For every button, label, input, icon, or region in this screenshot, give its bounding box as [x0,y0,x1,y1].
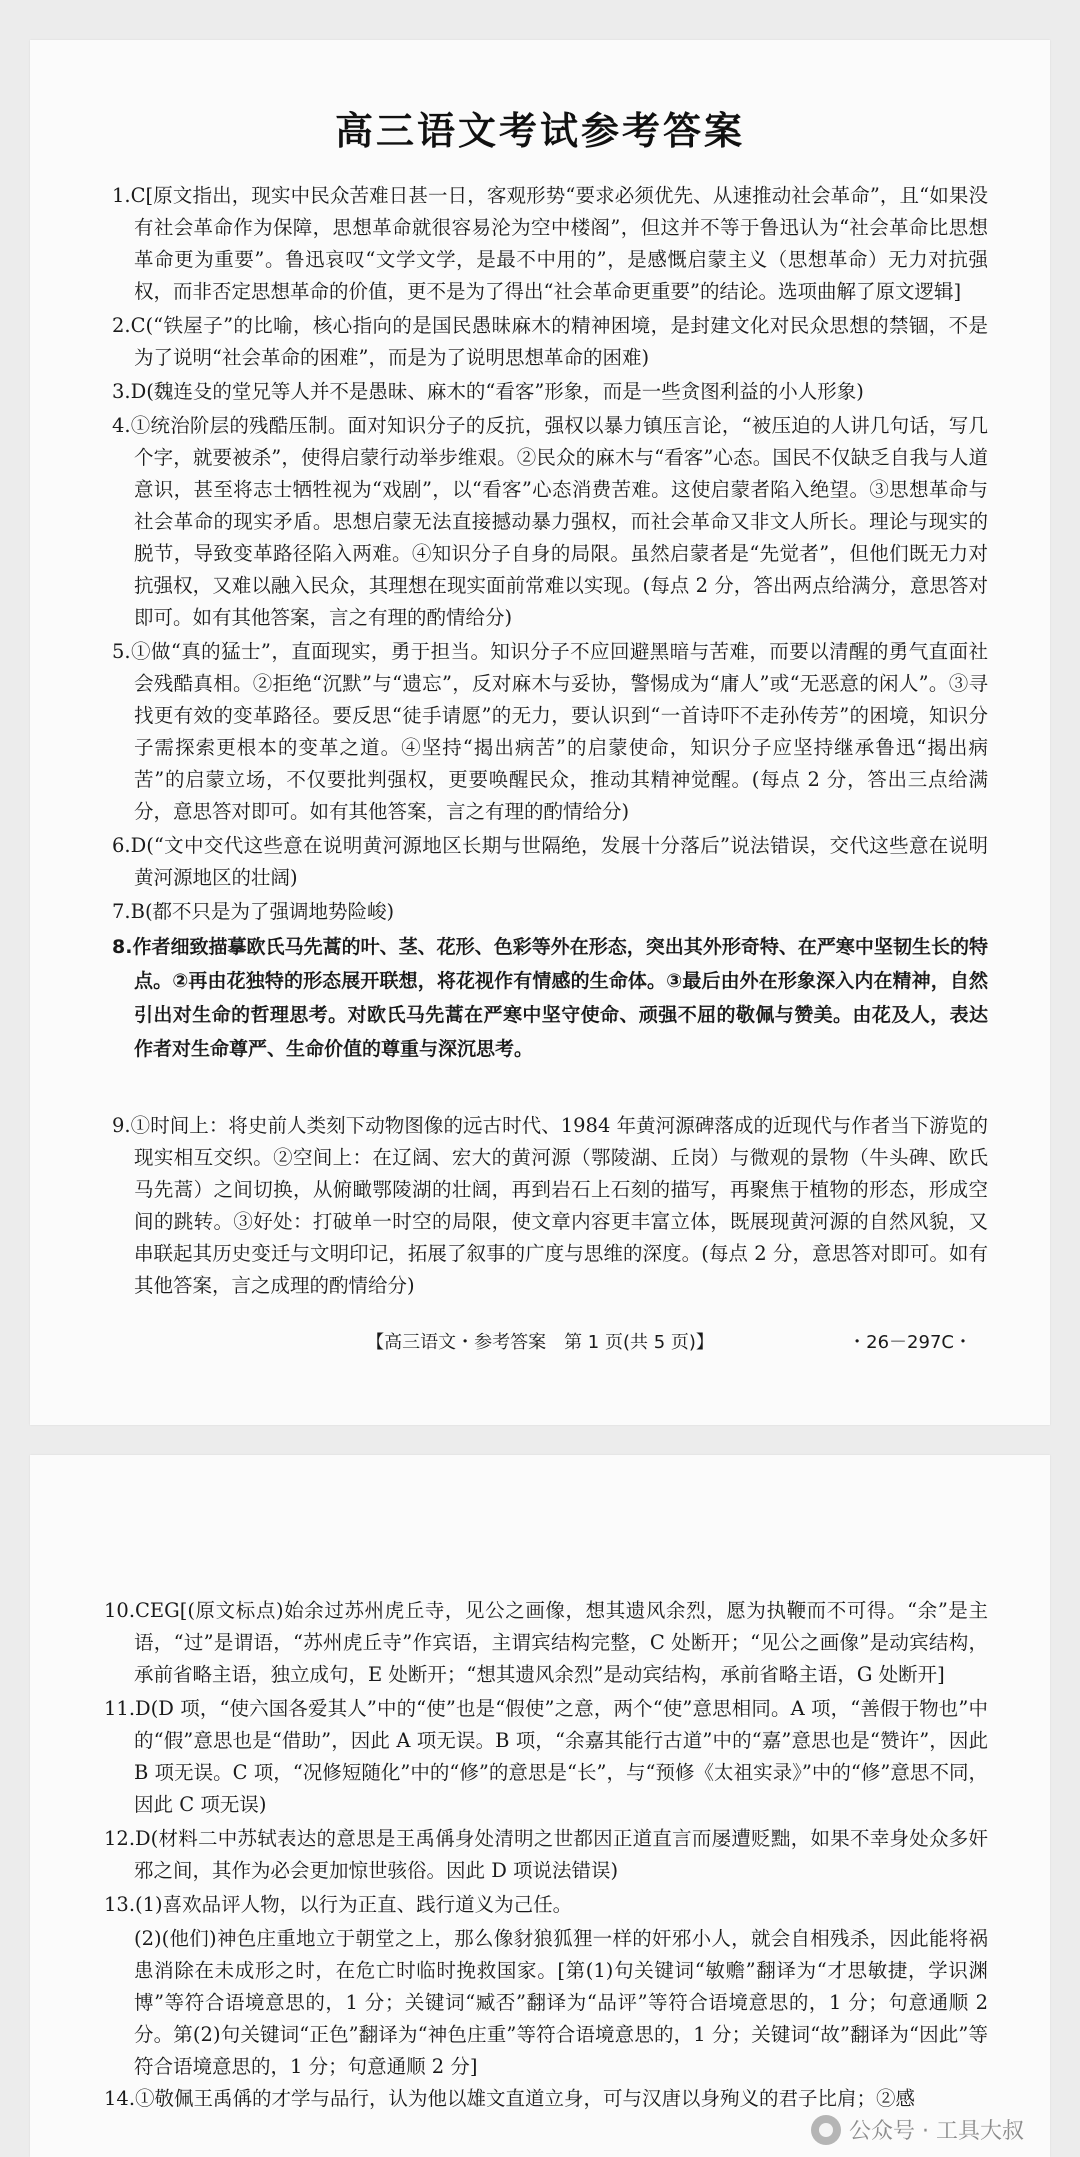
answer-subitem: (2)(他们)神色庄重地立于朝堂之上，那么像豺狼狐狸一样的奸邪小人，就会自相残杀，因此能将祸患消除在未成形之时，在危亡时临时挽救国家。[第(1)句关键词“敏赡”翻译为“才思敏捷，学识渊博”等符合语境意思的，1 分；关键词“臧否”翻译为“品评”等符合语境意思的，1 分；句意通顺 2 分。第(2)句关键词“正色”翻译为“神色庄重”等符合语境意思的，1 分；关键词“故”翻译为“因此”等符合语境意思的，1 分；句意通顺 2 分] [134,1927,988,2078]
answer-text: ①做“真的猛士”，直面现实，勇于担当。知识分子不应回避黑暗与苦难，而要以清醒的勇气直面社会残酷真相。②拒绝“沉默”与“遗忘”，反对麻木与妥协，警惕成为“庸人”或“无恶意的闲人”。③寻找更有效的变革路径。要反思“徒手请愿”的无力，要认识到“一首诗吓不走孙传芳”的困境，知识分子需探索更根本的变革之道。④坚持“揭出病苦”的启蒙使命，知识分子应坚持继承鲁迅“揭出病苦”的启蒙立场，不仅要批判强权，更要唤醒民众，推动其精神觉醒。(每点 2 分，答出三点给满分，意思答对即可。如有其他答案，言之有理的酌情给分) [130,640,988,823]
answer-text: D(魏连殳的堂兄等人并不是愚昧、麻木的“看客”形象，而是一些贪图利益的小人形象) [130,380,864,403]
answer-page-2 [30,1455,1050,2157]
answer-item [112,1110,988,1302]
answer-text: C(“铁屋子”的比喻，核心指向的是国民愚昧麻木的精神困境，是封建文化对民众思想的禁锢，不是为了说明“社会革命的困难”，而是为了说明思想革命的困难) [130,314,988,369]
answer-item [112,636,988,828]
answer-text: D(材料二中苏轼表达的意思是王禹偁身处清明之世都因正道直言而屡遭贬黜，如果不幸身处众多奸邪之间，其作为必会更加惊世骇俗。因此 D 项说法错误) [134,1827,988,1882]
answer-text: CEG[(原文标点)始余过苏州虎丘寺，见公之画像，想其遗风余烈，愿为执鞭而不可得。“余”是主语，“过”是谓语，“苏州虎丘寺”作宾语，主谓宾结构完整，C 处断开；“见公之画像”是动宾结构，承前省略主语，独立成句，E 处断开；“想其遗风余烈”是动宾结构，承前省略主语，G 处断开] [134,1599,988,1686]
wechat-logo-icon [811,2115,841,2145]
answer-item [112,896,988,928]
answer-item [112,376,988,408]
answer-text: D(D 项，“使六国各爱其人”中的“使”也是“假使”之意，两个“使”意思相同。A 项，“善假于物也”中的“假”意思也是“借助”，因此 A 项无误。B 项，“余嘉其能行古道”中的“嘉”意思也是“赞许”，因此 B 项无误。C 项，“况修短随化”中的“修”的意思是“长”，与“预修《太祖实录》”中的“修”意思不同，因此 C 项无误) [134,1697,988,1816]
answer-item [112,930,988,1066]
answer-text: ①时间上：将史前人类刻下动物图像的远古时代、1984 年黄河源碑落成的近现代与作者当下游览的现实相互交织。②空间上：在辽阔、宏大的黄河源（鄂陵湖、丘岗）与微观的景物（牛头碑、欧氏马先蒿）之间切换，从俯瞰鄂陵湖的壮阔，再到岩石上石刻的描写，再聚焦于植物的形态，形成空间的跳转。③好处：打破单一时空的局限，使文章内容更丰富立体，既展现黄河源的自然风貌，又串联起其历史变迁与文明印记，拓展了叙事的广度与思维的深度。(每点 2 分，意思答对即可。如有其他答案，言之成理的酌情给分) [130,1114,988,1297]
answer-number: 5. [112,640,131,663]
answer-item [104,1693,988,1821]
answer-text: 作者细致描摹欧氏马先蒿的叶、茎、花形、色彩等外在形态，突出其外形奇特、在严寒中坚韧生长的特点。②再由花独特的形态展开联想，将花视作有情感的生命体。③最后由外在形象深入内在精神，自然引出对生命的哲理思考。对欧氏马先蒿在严寒中坚守使命、顽强不屈的敬佩与赞美。由花及人，表达作者对生命尊严、生命价值的尊重与深沉思考。 [132,936,988,1060]
answer-text: D(“文中交代这些意在说明黄河源地区长期与世隔绝，发展十分落后”说法错误，交代这些意在说明黄河源地区的壮阔) [130,834,988,889]
answer-number: 11. [104,1697,136,1720]
answer-text: ①敬佩王禹偁的才学与品行，认为他以雄文直道立身，可与汉唐以身殉义的君子比肩；②感 [135,2087,916,2110]
answer-page-1 [30,40,1050,1425]
answer-text: (1)喜欢品评人物，以行为正直、践行道义为己任。 [135,1893,573,1916]
answer-item [104,1595,988,1691]
answer-item [112,310,988,374]
answer-number: 13. [104,1893,136,1916]
answer-number: 14. [104,2087,136,2110]
footer-code: ・26－297C・ [848,1332,972,1353]
answer-text: C[原文指出，现实中民众苦难日甚一日，客观形势“要求必须优先、从速推动社会革命”，且“如果没有社会革命作为保障，思想革命就很容易沦为空中楼阁”，但这并不等于鲁迅认为“社会革命比思想革命更为重要”。鲁迅哀叹“文学文学，是最不中用的”，是感慨启蒙主义（思想革命）无力对抗强权，而非否定思想革命的价值，更不是为了得出“社会革命更重要”的结论。选项曲解了原文逻辑] [130,184,988,303]
answer-list [112,180,988,1304]
watermark [811,2114,1024,2145]
answer-number: 6. [112,834,131,857]
answer-number: 1. [112,184,131,207]
answer-number: 10. [104,1599,136,1622]
answer-item [104,2083,988,2115]
answer-text: B(都不只是为了强调地势险峻) [130,900,395,923]
answer-item [112,410,988,634]
answer-number: 3. [112,380,131,403]
answer-number: 7. [112,900,131,923]
answer-number: 12. [104,1827,136,1850]
page-title: 高三语文考试参考答案 [334,109,745,153]
answer-number: 2. [112,314,131,337]
footer-label: 【高三语文・参考答案 第 1 页(共 5 页)】 [366,1332,714,1353]
answer-item [112,180,988,308]
watermark-text: 公众号 · 工具大叔 [849,2119,1024,2144]
answer-item [104,1889,988,1921]
answer-item [104,1823,988,1887]
answer-number: 4. [112,414,131,437]
answer-list [104,1595,988,2117]
answer-number: 8. [112,936,133,958]
answer-item [112,830,988,894]
answer-number: 9. [112,1114,131,1137]
answer-text: ①统治阶层的残酷压制。面对知识分子的反抗，强权以暴力镇压言论，“被压迫的人讲几句话，写几个字，就要被杀”，使得启蒙行动举步维艰。②民众的麻木与“看客”心态。国民不仅缺乏自我与人道意识，甚至将志士牺牲视为“戏剧”，以“看客”心态消费苦难。这使启蒙者陷入绝望。③思想革命与社会革命的现实矛盾。思想启蒙无法直接撼动暴力强权，而社会革命又非文人所长。理论与现实的脱节，导致变革路径陷入两难。④知识分子自身的局限。虽然启蒙者是“先觉者”，但他们既无力对抗强权，又难以融入民众，其理想在现实面前常难以实现。(每点 2 分，答出两点给满分，意思答对即可。如有其他答案，言之有理的酌情给分) [130,414,988,629]
